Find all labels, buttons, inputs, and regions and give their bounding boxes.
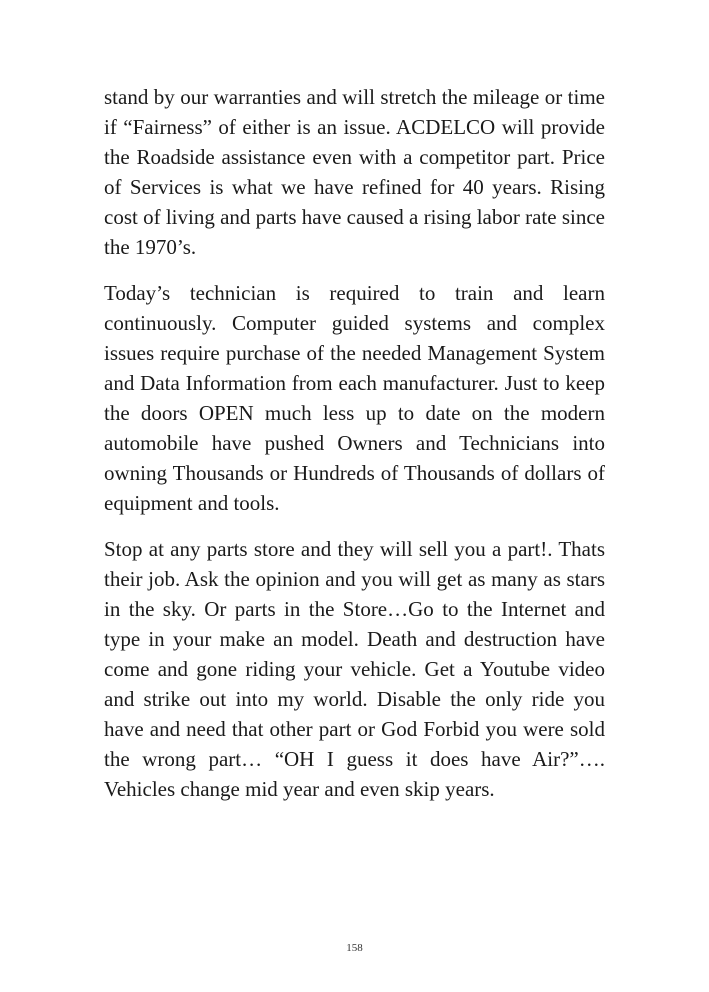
paragraph-warranties: stand by our warranties and will stretch the mileage or time if “Fairness” of either is an issue. ACDELCO will provide the Roadside assistance even with a competitor part. Price of Services is what we have refined for 40 years. Rising cost of living and parts have caused a rising labor rate since the 1970’s. <box>104 85 605 259</box>
paragraph-technician: Today’s technician is required to train and learn continuously. Computer guided systems and complex issues require purchase of the needed Management System and Data Information from each manufacturer. Just to keep the doors OPEN much less up to date on the modern automobile have pushed Owners and Technicians into owning Thousands or Hundreds of Thousands of dollars of equipment and tools. <box>104 281 605 515</box>
body-text <box>104 82 605 820</box>
page-number: 158 <box>346 942 363 954</box>
paragraph-parts-store: Stop at any parts store and they will sell you a part!. Thats their job. Ask the opinion and you will get as many as stars in the sky. Or parts in the Store…Go to the Internet and type in your make an model. Death and destruction have come and gone riding your vehicle. Get a Youtube video and strike out into my world. Disable the only ride you have and need that other part or God Forbid you were sold the wrong part… “OH I guess it does have Air?”…. Vehicles change mid year and even skip years. <box>104 537 605 801</box>
